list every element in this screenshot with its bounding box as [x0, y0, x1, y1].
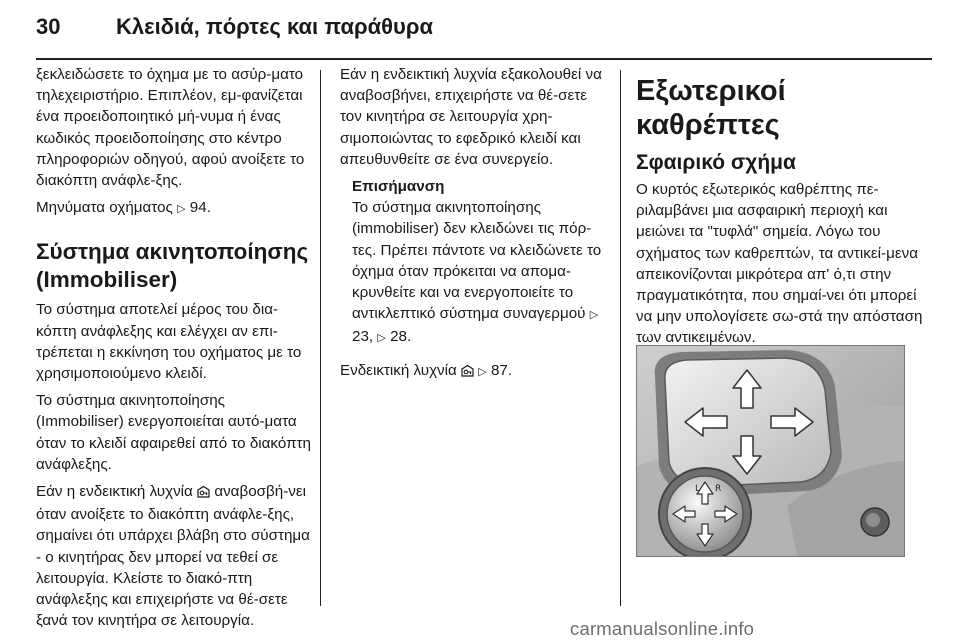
- section-heading-immobiliser: Σύστημα ακινητοποίησης (Immobiliser): [36, 239, 309, 293]
- running-title: Κλειδιά, πόρτες και παράθυρα: [116, 14, 433, 39]
- reference-page-link[interactable]: 87.: [490, 361, 513, 379]
- paragraph-text: Εάν η ενδεικτική λυχνία: [36, 483, 193, 501]
- paragraph: Ο κυρτός εξωτερικός καθρέπτης πε-ριλαμβάνει μια ασφαιρική περιοχή και μειώνει τα "τυφλά" σημεία. Λόγω του σχήματος των καθρεπτών, τα αντικεί-μενα απεικονίζονται μικρότερα απ' ό,τι στην πραγματικότητα, που σημαί-νει ότι μπορεί να μην υπολογίσετε σω-στά την απόσταση των αντικειμένων.: [636, 181, 923, 347]
- paragraph: Το σύστημα αποτελεί μέρος του δια-κόπτη ανάφλεξης και ελέγχει αν επι-τρέπεται η εκκίνηση του οχήματος με το χρησιμοποιούμενο κλειδί.: [36, 301, 302, 383]
- mirror-adjustment-illustration: [636, 345, 905, 557]
- immobiliser-lamp-icon: [197, 483, 210, 504]
- paragraph-cross-reference: [340, 360, 606, 383]
- reference-arrow-icon: ▷: [177, 203, 186, 216]
- svg-text:R: R: [715, 484, 722, 494]
- reference-arrow-icon: ▷: [377, 332, 386, 345]
- paragraph: ξεκλειδώσετε το όχημα με το ασύρ-ματο τηλεχειριστήριο. Επιπλέον, εμ-φανίζεται ένα προειδοποιητικό μή-νυμα ή ένας κωδικός προειδοποίησης στο κέντρο πληροφοριών οδηγού, αφού ανοίξετε το διακόπτη ανάφλε-ξης.: [36, 66, 305, 190]
- reference-text: Ενδεικτική λυχνία: [340, 361, 457, 379]
- paragraph-cross-reference: [36, 197, 314, 220]
- svg-text:L: L: [695, 484, 701, 494]
- column-divider-2: [620, 70, 621, 606]
- note-block: [352, 176, 606, 350]
- column-1: [36, 64, 314, 637]
- note-text: Το σύστημα ακινητοποίησης (immobiliser) δεν κλειδώνει τις πόρ-τες. Πρέπει πάντοτε να κλειδώνετε το όχημα όταν πρόκειται να απομα-κρυνθείτε και να ενεργοποιείτε το αντικλεπτικό σύστημα συναγερμού: [352, 199, 602, 323]
- page-number: 30: [36, 14, 61, 39]
- immobiliser-lamp-icon: [461, 362, 474, 383]
- reference-page-link[interactable]: 28.: [390, 328, 412, 346]
- section-heading-exterior-mirrors: Εξωτερικοί καθρέπτες: [636, 75, 786, 141]
- reference-arrow-icon: ▷: [589, 309, 599, 322]
- column-2: [340, 64, 606, 389]
- reference-page-link[interactable]: 94.: [189, 199, 211, 217]
- paragraph: Εάν η ενδεικτική λυχνία εξακολουθεί να αναβοσβήνει, επιχειρήστε να θέ-σετε τον κινητήρα σε λειτουργία χρη-σιμοποιώντας το εφεδρικό κλειδί και απευθυνθείτε σε ένα συνεργείο.: [340, 66, 602, 168]
- note-body: [352, 197, 606, 349]
- paragraph: Το σύστημα ακινητοποίησης (Immobiliser) ενεργοποιείται αυτό-ματα όταν το κλειδί αφαιρεθεί από το διακόπτη ανάφλεξης.: [36, 392, 311, 473]
- watermark: carmanualsonline.info: [570, 618, 755, 639]
- column-divider-1: [320, 70, 321, 606]
- note-title: Επισήμανση: [352, 178, 445, 196]
- reference-page-link[interactable]: 23,: [352, 328, 374, 346]
- subheading-convex-shape: Σφαιρικό σχήμα: [636, 151, 796, 174]
- paragraph-text: αναβοσβή-νει όταν ανοίξετε το διακόπτη ανάφλε-ξης, σημαίνει ότι υπάρχει βλάβη στο σύστημα - ο κινητήρας δεν μπορεί να τεθεί σε λειτουργία. Κλείστε το διακό-πτη ανάφλεξης και επιχειρήστε να θέ-σετε ξανά τον κινητήρα σε λειτουργία.: [36, 483, 310, 630]
- reference-arrow-icon: ▷: [478, 365, 487, 378]
- header-rule: [36, 58, 932, 60]
- reference-text: Μηνύματα οχήματος: [36, 199, 173, 217]
- paragraph-warning-lamp: [36, 481, 314, 631]
